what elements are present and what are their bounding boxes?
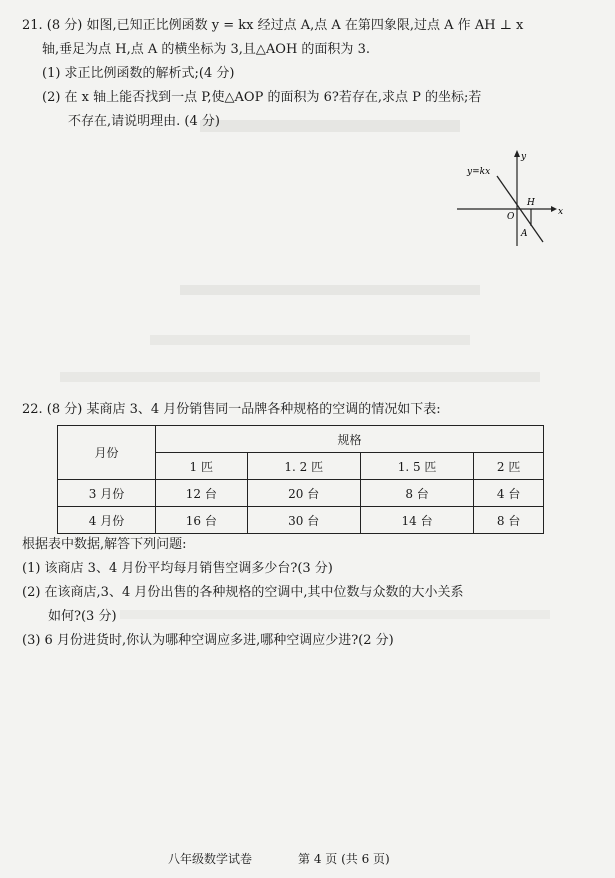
table-cell: 20 台 bbox=[247, 480, 360, 507]
table-cell: 4 台 bbox=[474, 480, 544, 507]
bleed-mark bbox=[150, 335, 470, 345]
footer-page: 第 4 页 (共 6 页) bbox=[298, 852, 390, 866]
bleed-mark bbox=[200, 120, 460, 132]
func-label: y=kx bbox=[467, 167, 491, 177]
q22-lead: 根据表中数据,解答下列问题: bbox=[22, 537, 187, 552]
table-cell: 30 台 bbox=[247, 507, 360, 534]
x-label: x bbox=[558, 207, 564, 217]
table-row bbox=[58, 480, 544, 507]
row-month: 3 月份 bbox=[58, 480, 156, 507]
q22-sub2a: (2) 在该商店,3、4 月份出售的各种规格的空调中,其中位数与众数的大小关系 bbox=[22, 585, 464, 600]
table-cell: 16 台 bbox=[156, 507, 248, 534]
spec-header: 规格 bbox=[156, 426, 544, 453]
table-cell: 8 台 bbox=[474, 507, 544, 534]
origin-label: O bbox=[507, 212, 515, 222]
q22-sub2b: 如何?(3 分) bbox=[48, 609, 117, 624]
q21-sub2a: (2) 在 x 轴上能否找到一点 P,使△AOP 的面积为 6?若存在,求点 P 的坐标;若 bbox=[42, 90, 482, 105]
h-label: H bbox=[527, 198, 535, 208]
column-header: 1 匹 bbox=[156, 453, 248, 480]
a-label: A bbox=[521, 229, 528, 239]
table-cell: 8 台 bbox=[360, 480, 473, 507]
q21-line1: 21. (8 分) 如图,已知正比例函数 y = kx 经过点 A,点 A 在第四象限,过点 A 作 AH ⊥ x bbox=[22, 18, 524, 33]
sales-table bbox=[57, 425, 544, 534]
table-row bbox=[58, 507, 544, 534]
x-axis-arrow bbox=[551, 206, 557, 212]
column-header: 1. 5 匹 bbox=[360, 453, 473, 480]
footer-subject: 八年级数学试卷 bbox=[168, 852, 253, 866]
q22-intro: 22. (8 分) 某商店 3、4 月份销售同一品牌各种规格的空调的情况如下表: bbox=[22, 402, 441, 417]
q21-line2: 轴,垂足为点 H,点 A 的横坐标为 3,且△AOH 的面积为 3. bbox=[42, 42, 370, 57]
column-header: 1. 2 匹 bbox=[247, 453, 360, 480]
column-header: 2 匹 bbox=[474, 453, 544, 480]
table-cell: 12 台 bbox=[156, 480, 248, 507]
bleed-mark bbox=[60, 372, 540, 382]
table-cell: 14 台 bbox=[360, 507, 473, 534]
y-label: y bbox=[521, 152, 527, 162]
q21-figure bbox=[455, 148, 565, 248]
q22-sub3: (3) 6 月份进货时,你认为哪种空调应多进,哪种空调应少进?(2 分) bbox=[22, 633, 394, 648]
bleed-mark bbox=[120, 610, 550, 619]
month-header: 月份 bbox=[58, 426, 156, 480]
y-axis-arrow bbox=[514, 150, 520, 157]
bleed-mark bbox=[180, 285, 480, 295]
q21-sub2b: 不存在,请说明理由. (4 分) bbox=[68, 114, 220, 129]
q21-sub1: (1) 求正比例函数的解析式;(4 分) bbox=[42, 66, 235, 81]
row-month: 4 月份 bbox=[58, 507, 156, 534]
q22-sub1: (1) 该商店 3、4 月份平均每月销售空调多少台?(3 分) bbox=[22, 561, 333, 576]
